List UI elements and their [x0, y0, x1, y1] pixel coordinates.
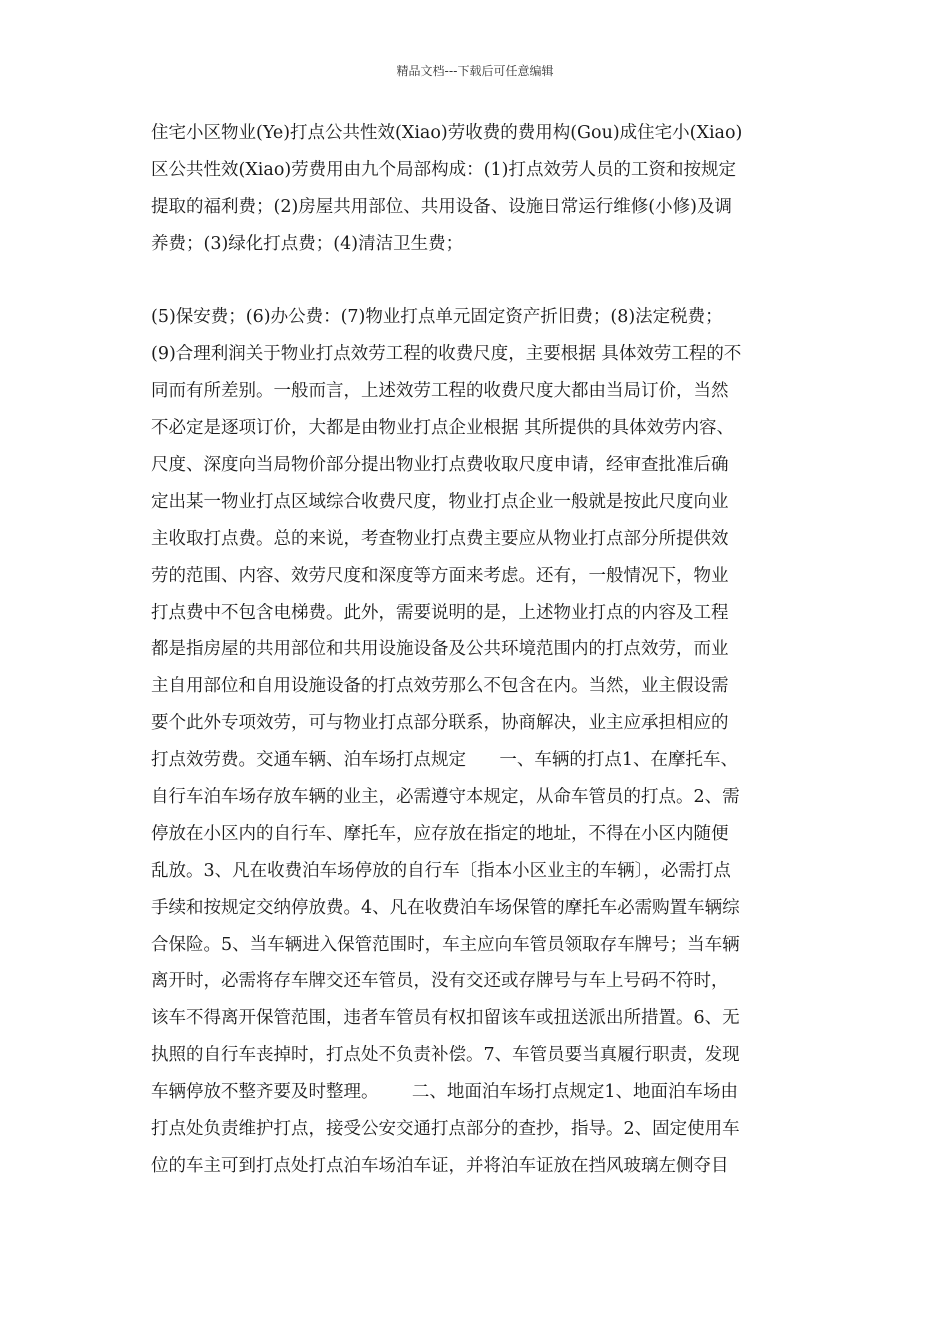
text-line: 定出某一物业打点区域综合收费尺度，物业打点企业一般就是按此尺度向业: [151, 491, 729, 512]
text-line: 车辆停放不整齐要及时整理。 二、地面泊车场打点规定1、地面泊车场由: [151, 1082, 739, 1103]
page-header: 精品文档---下载后可任意编辑: [396, 64, 554, 78]
text-line: 乱放。3、凡在收费泊车场停放的自行车〔指本小区业主的车辆〕，必需打点: [151, 860, 731, 881]
text-line: 主收取打点费。总的来说，考查物业打点费主要应从物业打点部分所提供效: [151, 528, 729, 549]
text-line: (9)合理利润关于物业打点效劳工程的收费尺度，主要根据 具体效劳工程的不: [151, 344, 742, 365]
text-line: 手续和按规定交纳停放费。4、凡在收费泊车场保管的摩托车必需购置车辆综: [151, 897, 740, 918]
text-line: 尺度、深度向当局物价部分提出物业打点费收取尺度申请，经审查批准后确: [151, 455, 729, 476]
paragraph-fee-structure: [151, 115, 801, 263]
text-line: 不必定是逐项订价，大都是由物业打点企业根据 其所提供的具体效劳内容、: [151, 418, 735, 439]
text-line: 提取的福利费；(2)房屋共用部位、共用设备、设施日常运行维修(小修)及调: [151, 196, 732, 217]
document-body: [151, 115, 801, 1185]
text-line: 主自用部位和自用设施设备的打点效劳那么不包含在内。当然，业主假设需: [151, 676, 729, 697]
text-line: 同而有所差别。一般而言，上述效劳工程的收费尺度大都由当局订价，当然: [151, 381, 729, 402]
text-line: 打点效劳费。交通车辆、泊车场打点规定 一、车辆的打点1、在摩托车、: [151, 750, 739, 771]
paragraph-gap: [151, 263, 801, 300]
text-line: 合保险。5、当车辆进入保管范围时，车主应向车管员领取存车牌号；当车辆: [151, 934, 740, 955]
text-line: 位的车主可到打点处打点泊车场泊车证，并将泊车证放在挡风玻璃左侧夺目: [151, 1155, 729, 1176]
text-line: 自行车泊车场存放车辆的业主，必需遵守本规定，从命车管员的打点。2、需: [151, 787, 740, 808]
text-line: 住宅小区物业(Ye)打点公共性效(Xiao)劳收费的费用构(Gou)成住宅小(Xiao): [151, 123, 743, 143]
text-line: 要个此外专项效劳，可与物业打点部分联系，协商解决，业主应承担相应的: [151, 713, 729, 734]
text-line: 执照的自行车丧掉时，打点处不负责补偿。7、车管员要当真履行职责，发现: [151, 1045, 740, 1066]
text-line: (5)保安费；(6)办公费：(7)物业打点单元固定资产折旧费；(8)法定税费；: [151, 307, 723, 328]
text-line: 该车不得离开保管范围，违者车管员有权扣留该车或扭送派出所措置。6、无: [151, 1008, 740, 1029]
text-line: 停放在小区内的自行车、摩托车，应存放在指定的地址，不得在小区内随便: [151, 823, 729, 844]
text-line: 打点费中不包含电梯费。此外，需要说明的是，上述物业打点的内容及工程: [151, 602, 729, 623]
text-line: 劳的范围、内容、效劳尺度和深度等方面来考虑。还有，一般情况下，物业: [151, 565, 729, 586]
text-line: 打点处负责维护打点，接受公安交通打点部分的查抄，指导。2、固定使用车: [151, 1119, 740, 1140]
text-line: 离开时，必需将存车牌交还车管员，没有交还或存牌号与车上号码不符时，: [151, 971, 729, 992]
paragraph-fee-details: [151, 299, 801, 1184]
text-line: 区公共性效(Xiao)劳费用由九个局部构成：(1)打点效劳人员的工资和按规定: [151, 159, 736, 180]
text-line: 都是指房屋的共用部位和共用设施设备及公共环境范围内的打点效劳，而业: [151, 639, 729, 660]
text-line: 养费；(3)绿化打点费；(4)清洁卫生费；: [151, 233, 464, 254]
